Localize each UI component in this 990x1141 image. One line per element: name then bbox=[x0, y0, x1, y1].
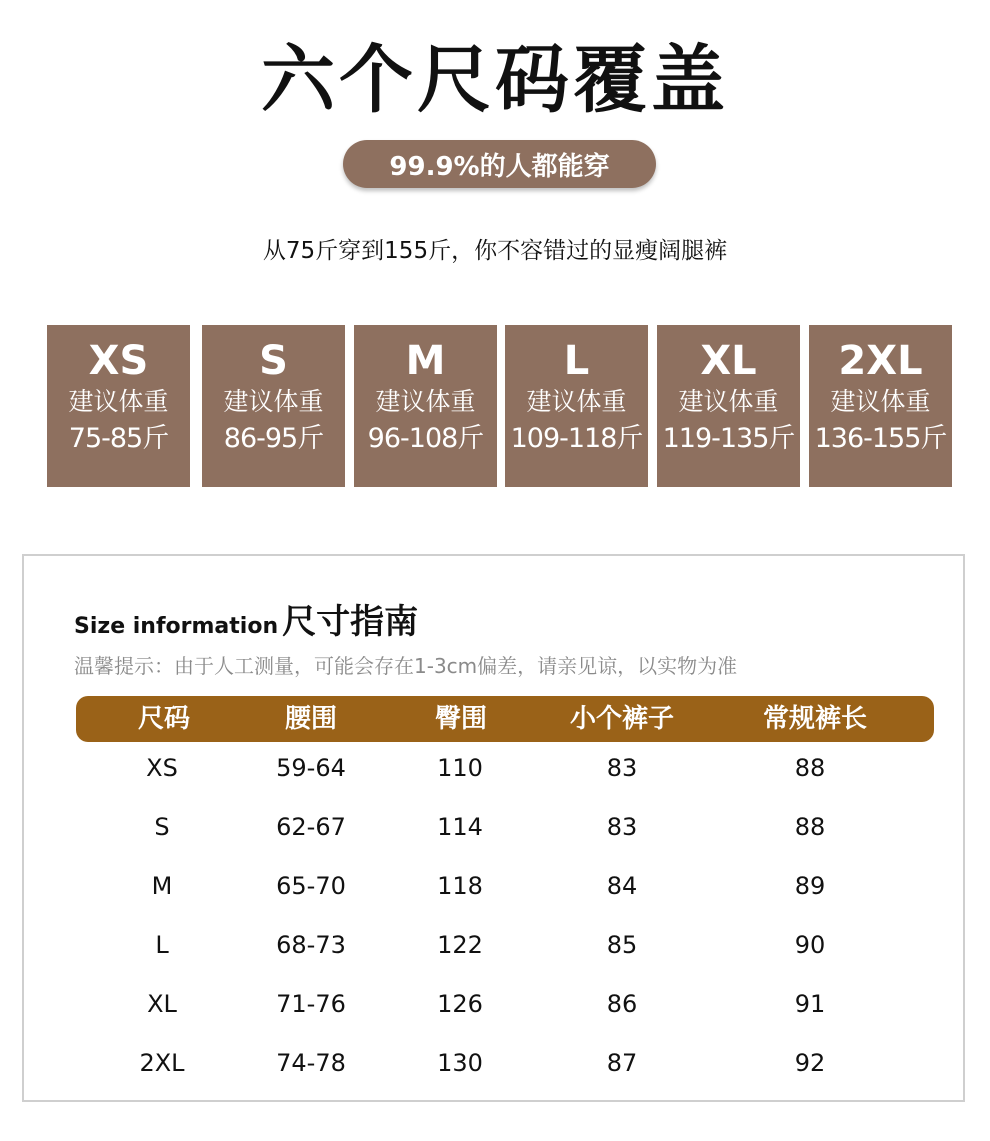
cell-size: XL bbox=[147, 990, 177, 1018]
size-info-title bbox=[74, 594, 418, 643]
size-code: L bbox=[563, 338, 590, 384]
size-weight-label: 建议体重 bbox=[375, 387, 476, 416]
table-row bbox=[24, 739, 963, 798]
cell-petite-length: 83 bbox=[606, 813, 638, 841]
cell-hip: 130 bbox=[437, 1049, 483, 1077]
size-weight-label: 建议体重 bbox=[223, 387, 324, 416]
size-card-l bbox=[505, 325, 648, 487]
measurement-note: 温馨提示：由于人工测量，可能会存在1-3cm偏差，请亲见谅，以实物为准 bbox=[74, 654, 738, 678]
cell-size: L bbox=[155, 931, 169, 959]
cell-waist: 59-64 bbox=[276, 754, 346, 782]
cell-size: M bbox=[151, 872, 173, 900]
table-row bbox=[24, 1034, 963, 1093]
cell-waist: 68-73 bbox=[276, 931, 346, 959]
cell-size: XS bbox=[146, 754, 178, 782]
table-row bbox=[24, 857, 963, 916]
cell-waist: 65-70 bbox=[276, 872, 346, 900]
cell-petite-length: 85 bbox=[606, 931, 638, 959]
cell-waist: 71-76 bbox=[276, 990, 346, 1018]
table-row bbox=[24, 798, 963, 857]
size-weight-range: 119-135斤 bbox=[662, 423, 795, 454]
cell-hip: 110 bbox=[437, 754, 483, 782]
cell-size: 2XL bbox=[139, 1049, 185, 1077]
coverage-pill-text: 99.9%的人都能穿 bbox=[389, 151, 610, 182]
cell-regular-length: 89 bbox=[794, 872, 826, 900]
cell-petite-length: 84 bbox=[606, 872, 638, 900]
size-weight-label: 建议体重 bbox=[68, 387, 169, 416]
cell-hip: 126 bbox=[437, 990, 483, 1018]
cell-regular-length: 91 bbox=[794, 990, 826, 1018]
header-waist: 腰围 bbox=[284, 704, 338, 734]
size-info-panel bbox=[22, 554, 965, 1102]
size-card-2xl bbox=[809, 325, 952, 487]
cell-petite-length: 86 bbox=[606, 990, 638, 1018]
header-hip: 臀围 bbox=[434, 704, 488, 734]
size-weight-range: 136-155斤 bbox=[814, 423, 947, 454]
cell-hip: 122 bbox=[437, 931, 483, 959]
cell-hip: 118 bbox=[437, 872, 483, 900]
size-code: XS bbox=[88, 338, 149, 384]
cell-regular-length: 90 bbox=[794, 931, 826, 959]
cell-hip: 114 bbox=[437, 813, 483, 841]
table-row bbox=[24, 975, 963, 1034]
cell-petite-length: 83 bbox=[606, 754, 638, 782]
header-regular-length: 常规裤长 bbox=[762, 704, 868, 734]
size-card-m bbox=[354, 325, 497, 487]
size-weight-range: 75-85斤 bbox=[68, 423, 169, 454]
size-info-title-cn: 尺寸指南 bbox=[282, 602, 419, 642]
headline: 六个尺码覆盖 bbox=[261, 37, 729, 123]
header-size: 尺码 bbox=[137, 704, 191, 734]
size-card-s bbox=[202, 325, 345, 487]
size-code: XL bbox=[700, 338, 757, 384]
coverage-pill bbox=[343, 140, 656, 188]
cell-regular-length: 92 bbox=[794, 1049, 826, 1077]
cell-regular-length: 88 bbox=[794, 754, 826, 782]
size-weight-range: 96-108斤 bbox=[367, 423, 484, 454]
table-row bbox=[24, 916, 963, 975]
size-card-xl bbox=[657, 325, 800, 487]
size-code: S bbox=[259, 338, 288, 384]
size-code: 2XL bbox=[838, 338, 923, 384]
size-info-title-en: Size information bbox=[74, 614, 279, 639]
size-weight-label: 建议体重 bbox=[830, 387, 931, 416]
cell-waist: 62-67 bbox=[276, 813, 346, 841]
cell-petite-length: 87 bbox=[606, 1049, 638, 1077]
size-weight-range: 86-95斤 bbox=[223, 423, 324, 454]
size-cards bbox=[47, 325, 952, 487]
cell-waist: 74-78 bbox=[276, 1049, 346, 1077]
size-weight-range: 109-118斤 bbox=[510, 423, 643, 454]
tagline: 从75斤穿到155斤，你不容错过的显瘦阔腿裤 bbox=[262, 238, 728, 264]
size-weight-label: 建议体重 bbox=[678, 387, 779, 416]
size-code: M bbox=[405, 338, 446, 384]
size-table-header bbox=[76, 696, 934, 742]
cell-regular-length: 88 bbox=[794, 813, 826, 841]
size-card-xs bbox=[47, 325, 190, 487]
header-petite-length: 小个裤子 bbox=[569, 704, 675, 734]
cell-size: S bbox=[154, 813, 170, 841]
size-weight-label: 建议体重 bbox=[526, 387, 627, 416]
